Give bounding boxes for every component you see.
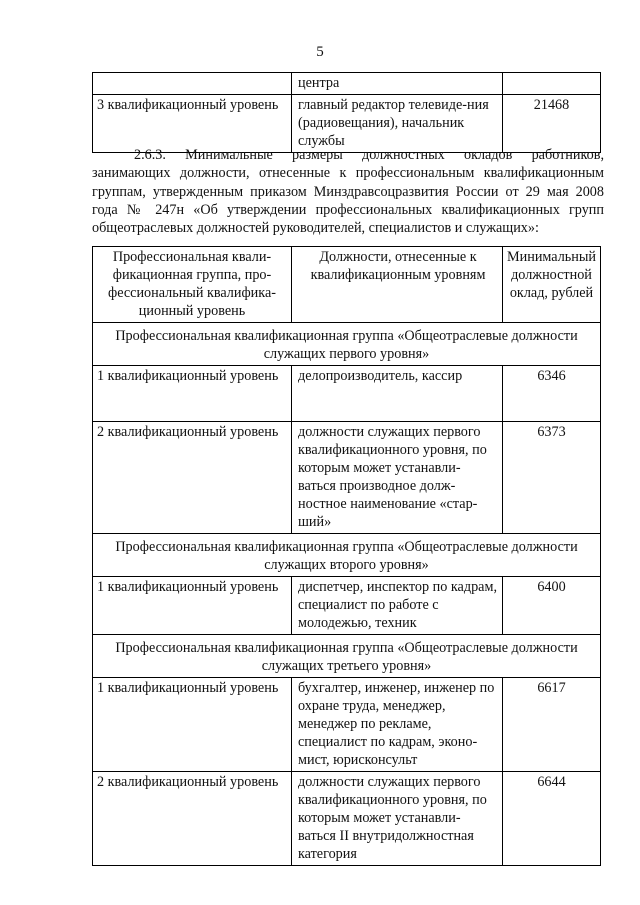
page-number: 5 [316,44,324,60]
table-row [93,772,601,866]
salary-cell: 6644 [503,772,601,866]
salary-cell: 6373 [503,422,601,534]
positions-cell: должности служащих первого квалификационного уровня, по которым может устанавли-ваться II внутридолжностная категория [292,772,503,866]
group-title-row [93,534,601,577]
salary-cell: 6400 [503,577,601,635]
header-positions: Должности, отнесенные к квалификационным уровням [292,247,503,323]
table-row [93,577,601,635]
positions-cell: главный редактор телевиде-ния (радиовещания), начальник службы [292,95,503,153]
level-cell: 1 квалификационный уровень [93,678,292,772]
salary-table [92,246,601,866]
level-cell: 2 квалификационный уровень [93,772,292,866]
table-cell: центра [292,73,503,95]
positions-cell: бухгалтер, инженер, инженер по охране труда, менеджер, менеджер по рекламе, специалист по кадрам, эконо-мист, юрисконсульт [292,678,503,772]
level-cell: 1 квалификационный уровень [93,577,292,635]
table-row [93,422,601,534]
level-cell: 1 квалификационный уровень [93,366,292,422]
header-salary: Минимальный должностной оклад, рублей [503,247,601,323]
group-title: Профессиональная квалификационная группа «Общеотраслевые должности служащих первого уровня» [93,323,601,366]
table-cell [93,73,292,95]
positions-cell: делопроизводитель, кассир [292,366,503,422]
table-row [93,95,601,153]
group-title-row [93,635,601,678]
table-row [93,678,601,772]
paragraph-2-6-3: 2.6.3. Минимальные размеры должностных окладов работников, занимающих должности, отнесенные к профессиональным квалификационным группам, утвержденным приказом Минздравсоцразвития России от 29 мая 2008 года № 247н «Об утверждении профессиональных квалификационных групп общеотраслевых должностей руководителей, специалистов и служащих»: [92,147,604,237]
header-group-level: Профессиональная квали-фикационная группа, про-фессиональный квалифика-ционный уровень [93,247,292,323]
group-title: Профессиональная квалификационная группа «Общеотраслевые должности служащих третьего уровня» [93,635,601,678]
table-row [93,73,601,95]
level-cell: 3 квалификационный уровень [93,95,292,153]
positions-cell: должности служащих первого квалификационного уровня, по которым может устанавли-ваться производное долж-ностное наименование «стар-ший» [292,422,503,534]
salary-cell: 6346 [503,366,601,422]
positions-cell: диспетчер, инспектор по кадрам, специалист по работе с молодежью, техник [292,577,503,635]
table-row [93,366,601,422]
top-table [92,72,601,153]
group-title: Профессиональная квалификационная группа «Общеотраслевые должности служащих второго уровня» [93,534,601,577]
salary-cell: 6617 [503,678,601,772]
table-cell [503,73,601,95]
group-title-row [93,323,601,366]
salary-cell: 21468 [503,95,601,153]
level-cell: 2 квалификационный уровень [93,422,292,534]
header-row [93,247,601,323]
